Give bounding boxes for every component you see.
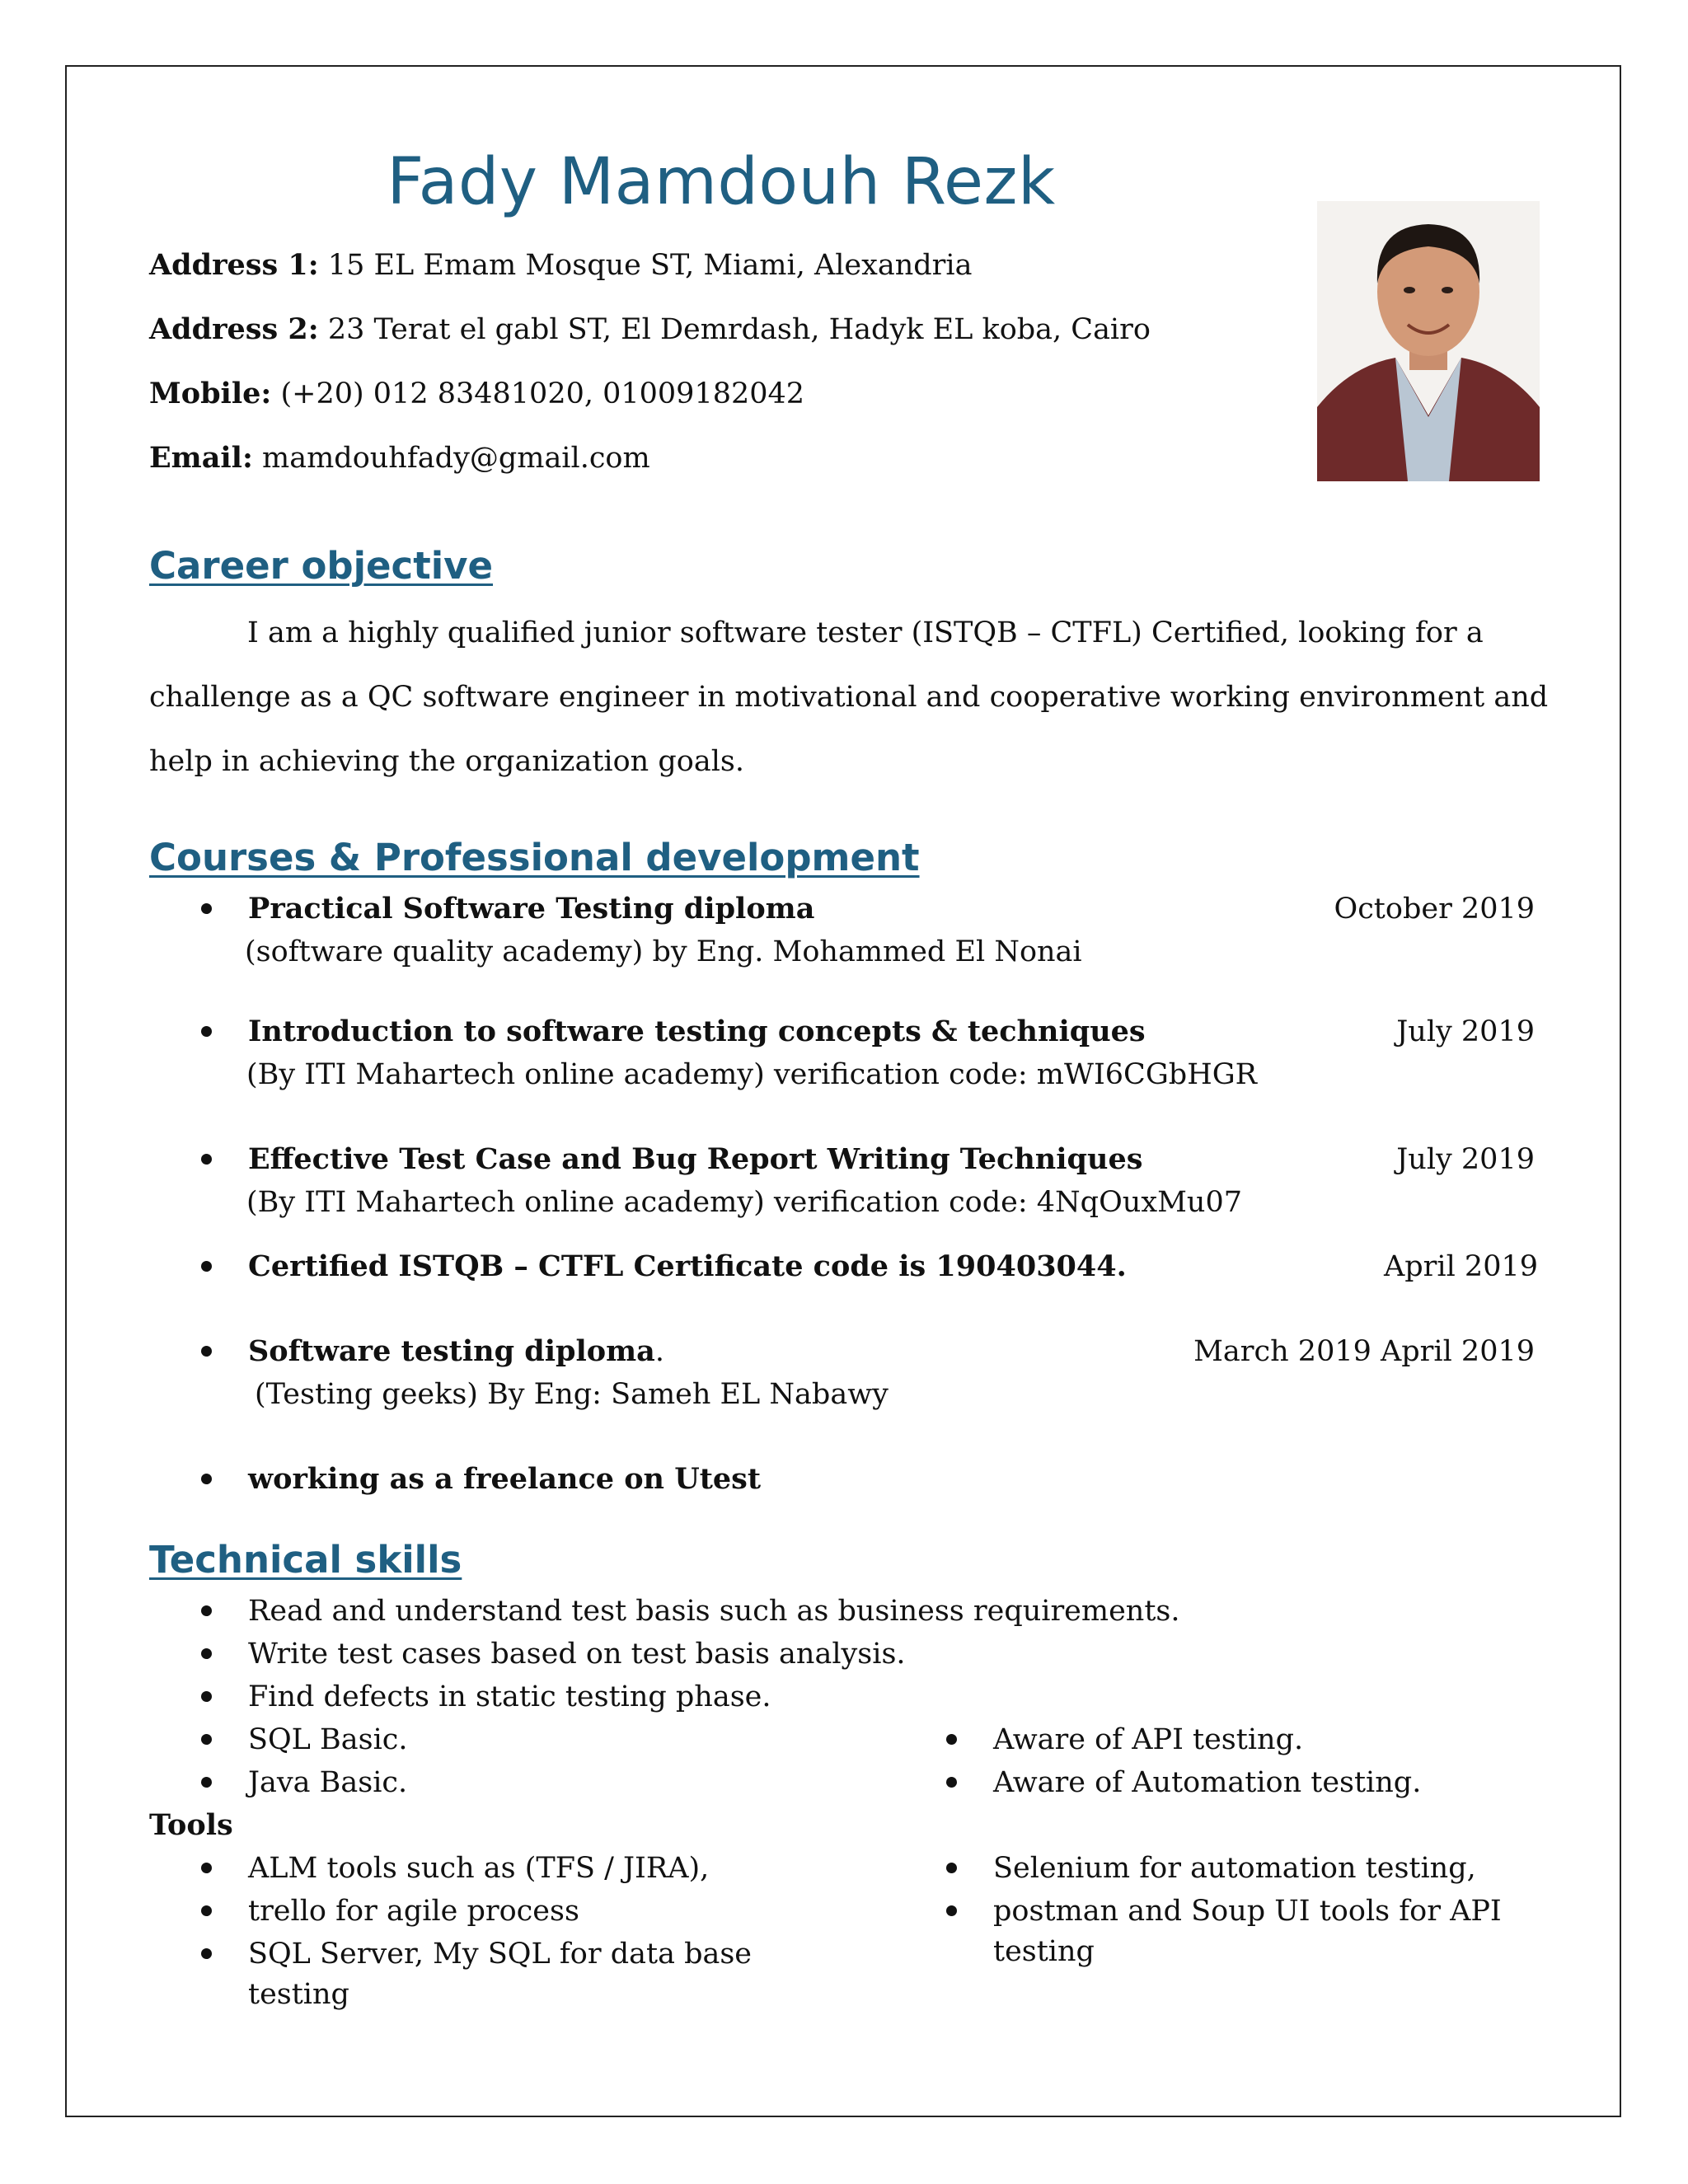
address-2-value: 23 Terat el gabl ST, El Demrdash, Hadyk EL koba, Cairo [327, 313, 1151, 346]
skill-item: Read and understand test basis such as business requirements. [248, 1595, 1180, 1628]
address-2-label: Address 2: [149, 312, 319, 346]
bullet-dot [201, 1691, 212, 1702]
career-objective-line-2: challenge as a QC software engineer in motivational and cooperative working environment and [149, 681, 1549, 714]
bullet-dot [201, 1777, 212, 1788]
course-title-suffix: . [654, 1335, 664, 1368]
career-objective-line-3: help in achieving the organization goals. [149, 745, 744, 778]
bullet-dot [201, 1905, 212, 1916]
bullet-dot [201, 1863, 212, 1873]
tool-item: postman and Soup UI tools for API [993, 1895, 1502, 1928]
skill-item: SQL Basic. [248, 1723, 408, 1756]
course-date: October 2019 [1334, 893, 1535, 926]
address-1-value: 15 EL Emam Mosque ST, Miami, Alexandria [327, 249, 973, 282]
skill-item: Write test cases based on test basis analysis. [248, 1638, 906, 1671]
bullet-dot [946, 1734, 957, 1745]
bullet-dot [201, 1734, 212, 1745]
skill-item: Aware of Automation testing. [993, 1766, 1422, 1799]
course-date: July 2019 [1396, 1015, 1535, 1048]
address-2 [149, 312, 1151, 348]
tool-item: trello for agile process [248, 1895, 579, 1928]
email [149, 440, 650, 476]
course-title: Effective Test Case and Bug Report Writing Techniques [248, 1142, 1143, 1176]
courses-heading: Courses & Professional development [149, 836, 920, 879]
address-1 [149, 247, 972, 284]
bullet-dot [946, 1777, 957, 1788]
skill-item: Aware of API testing. [993, 1723, 1304, 1756]
tool-item-continuation: testing [248, 1978, 349, 2011]
skill-item: Java Basic. [248, 1766, 408, 1799]
tool-item: SQL Server, My SQL for data base [248, 1938, 753, 1971]
address-1-label: Address 1: [149, 248, 319, 282]
bullet-dot [201, 1261, 212, 1272]
bullet-dot [201, 1026, 212, 1037]
skill-item: Find defects in static testing phase. [248, 1680, 771, 1713]
course-title: Introduction to software testing concepts & techniques [248, 1015, 1146, 1048]
course-detail: (By ITI Mahartech online academy) verification code: mWI6CGbHGR [246, 1058, 1258, 1091]
bullet-dot [201, 1648, 212, 1659]
tool-item-continuation: testing [993, 1935, 1095, 1968]
tool-item: Selenium for automation testing, [993, 1852, 1476, 1885]
course-title: Practical Software Testing diploma [248, 892, 815, 926]
course-detail: (software quality academy) by Eng. Mohammed El Nonai [245, 935, 1082, 968]
mobile-label: Mobile: [149, 377, 272, 410]
profile-photo [1317, 201, 1540, 481]
bullet-dot [946, 1905, 957, 1916]
tools-label: Tools [149, 1808, 233, 1842]
mobile [149, 376, 804, 412]
email-label: Email: [149, 441, 253, 475]
course-date: April 2019 [1384, 1250, 1538, 1283]
career-objective-heading: Career objective [149, 544, 494, 588]
course-date: July 2019 [1396, 1143, 1535, 1176]
course-detail: (By ITI Mahartech online academy) verification code: 4NqOuxMu07 [246, 1186, 1242, 1219]
technical-skills-heading: Technical skills [149, 1538, 462, 1582]
course-title: working as a freelance on Utest [248, 1462, 762, 1496]
bullet-dot [201, 1948, 212, 1959]
bullet-dot [946, 1863, 957, 1873]
email-value: mamdouhfady@gmail.com [262, 442, 650, 475]
bullet-dot [201, 1474, 212, 1484]
course-title: Certified ISTQB – CTFL Certificate code is 190403044. [248, 1249, 1127, 1283]
bullet-dot [201, 1346, 212, 1357]
career-objective-line-1: I am a highly qualified junior software tester (ISTQB – CTFL) Certified, looking for a [247, 616, 1484, 649]
tool-item: ALM tools such as (TFS / JIRA), [248, 1852, 710, 1885]
candidate-name: Fady Mamdouh Rezk [387, 145, 1056, 219]
course-title: Software testing diploma [248, 1334, 655, 1368]
bullet-dot [201, 903, 212, 914]
course-detail: (Testing geeks) By Eng: Sameh EL Nabawy [255, 1378, 889, 1411]
bullet-dot [201, 1605, 212, 1616]
bullet-dot [201, 1154, 212, 1165]
course-title-line [248, 1333, 664, 1370]
course-date: March 2019 April 2019 [1193, 1335, 1535, 1368]
mobile-value: (+20) 012 83481020, 01009182042 [280, 377, 805, 410]
